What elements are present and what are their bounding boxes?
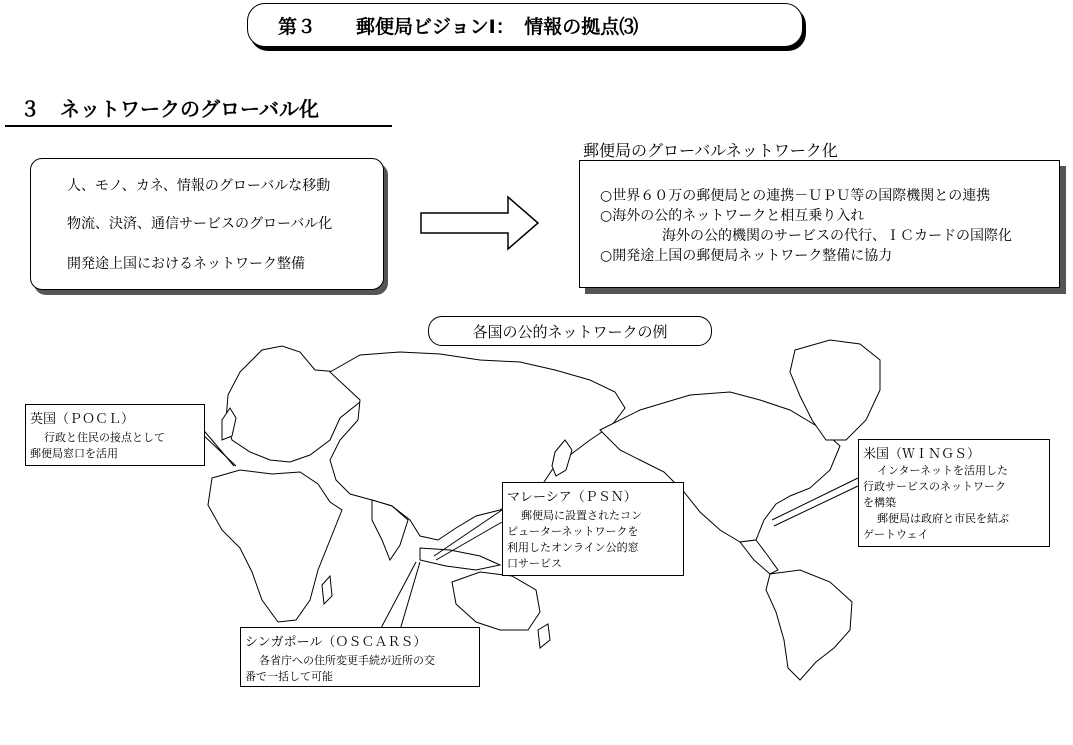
singapore-callout — [240, 627, 480, 687]
singapore-title: シンガポール（ＯＳＣＡＲＳ） — [245, 635, 427, 650]
usa-line-4: 郵便局は政府と市民を結ぶ — [877, 512, 1009, 525]
section-number: ３ — [20, 97, 40, 121]
usa-callout — [858, 439, 1050, 547]
uk-callout — [25, 404, 205, 466]
title-text: 郵便局ビジョンⅠ： 情報の拠点⑶ — [356, 15, 639, 38]
malaysia-title: マレーシア（ＰＳＮ） — [507, 490, 637, 505]
title-number: 第３ — [278, 15, 317, 38]
uk-title: 英国（ＰＯＣＬ） — [30, 412, 135, 427]
map-central-america — [740, 540, 778, 574]
usa-line-5: ゲートウェイ — [863, 528, 929, 541]
examples-title: 各国の公的ネットワークの例 — [428, 316, 712, 346]
section-heading-text: ネットワークのグローバル化 — [60, 97, 319, 121]
global-network-heading: 郵便局のグローバルネットワーク化 — [583, 141, 838, 160]
map-new-zealand — [538, 624, 550, 648]
map-madagascar — [322, 576, 332, 604]
trend-line-1: 人、モノ、カネ、情報のグローバルな移動 — [67, 178, 331, 194]
singapore-line-1: 各省庁への住所変更手続が近所の交 — [259, 654, 435, 667]
usa-line-3: を構築 — [863, 496, 896, 509]
map-australia — [452, 572, 540, 630]
usa-line-2: 行政サービスのネットワーク — [863, 480, 1006, 493]
global-line-3: 海外の公的機関のサービスの代行、ＩＣカードの国際化 — [662, 228, 1012, 244]
trend-line-3: 開発途上国におけるネットワーク整備 — [67, 256, 305, 272]
global-line-2: ○海外の公的ネットワークと相互乗り入れ — [600, 208, 865, 224]
malaysia-line-4: 口サービス — [507, 557, 562, 570]
malaysia-callout — [502, 482, 684, 576]
uk-line-1: 行政と住民の接点として — [44, 431, 165, 444]
uk-line-2: 郵便局窓口を活用 — [30, 447, 118, 460]
usa-line-1: インターネットを活用した — [877, 464, 1009, 477]
malaysia-line-2: ピューターネットワークを — [507, 525, 639, 538]
malaysia-line-3: 利用したオンライン公的窓 — [507, 541, 639, 554]
malaysia-line-1: 郵便局に設置されたコン — [521, 509, 642, 522]
map-south-america — [766, 570, 852, 680]
singapore-line-2: 番で一括して可能 — [245, 670, 333, 683]
usa-title: 米国（ＷＩＮＧＳ） — [863, 447, 981, 462]
map-indonesia — [420, 548, 500, 570]
global-line-1: ○世界６０万の郵便局との連携－ＵＰＵ等の国際機関との連携 — [600, 188, 991, 204]
global-line-4: ○開発途上国の郵便局ネットワーク整備に協力 — [600, 248, 893, 264]
map-africa — [208, 470, 342, 622]
trend-line-2: 物流、決済、通信サービスのグローバル化 — [67, 216, 333, 232]
